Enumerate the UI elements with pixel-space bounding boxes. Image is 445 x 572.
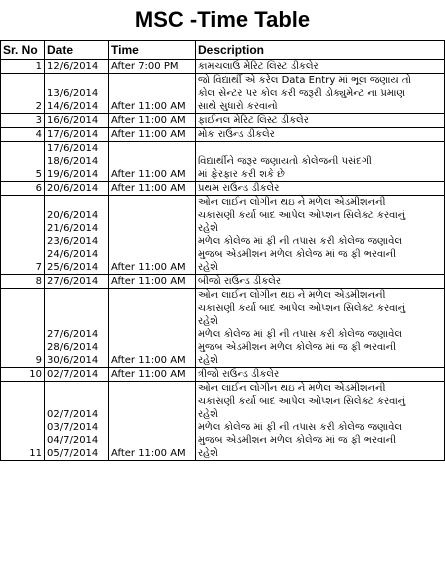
date-line: 20/6/2014	[47, 210, 99, 221]
date-line: 23/6/2014	[47, 236, 99, 247]
description-line: મુજબ એડમીશન મળેલ કોલેજ માં જ ફી ભરવાની	[198, 435, 397, 446]
date-line: 24/6/2014	[47, 249, 99, 260]
description-cell	[196, 128, 445, 142]
date-cell	[45, 114, 109, 128]
timetable	[0, 40, 445, 461]
date-cell	[45, 289, 109, 368]
table-row	[1, 289, 445, 368]
description-line: ચકાસણી કર્યા બાદ આપેલ ઓપ્શન સિલેક્ટ કરવાનું	[198, 210, 406, 221]
date-line: 18/6/2014	[47, 156, 99, 167]
header-row	[1, 41, 445, 60]
description-line: ત્રીજો રાઉન્ડ ડીકલેર	[198, 369, 280, 380]
date-line: 30/6/2014	[47, 355, 99, 366]
description-line: મળેલ કોલેજ માં ફી ની તપાસ કરી કોલેજ જણાવેલ	[198, 236, 403, 247]
date-line: 05/7/2014	[47, 448, 99, 459]
description-line: બીજો રાઉન્ડ ડીકલેર	[198, 276, 282, 287]
description-line: પ્રથમ રાઉન્ડ ડીકલેર	[198, 183, 280, 194]
sr-no-cell: 9	[1, 289, 45, 368]
date-cell	[45, 182, 109, 196]
description-cell	[196, 74, 445, 114]
description-cell	[196, 382, 445, 461]
sr-no-cell: 4	[1, 128, 45, 142]
date-line: 25/6/2014	[47, 262, 99, 273]
date-line: 12/6/2014	[47, 61, 99, 72]
time-cell: After 11:00 AM	[109, 289, 196, 368]
description-cell	[196, 275, 445, 289]
date-cell	[45, 382, 109, 461]
description-line: રહેશે	[198, 223, 218, 234]
description-cell	[196, 114, 445, 128]
description-line: ઓન લાઈન લોગીન થઇ ને મળેલ એડમીશનની	[198, 290, 386, 301]
description-line: ઓન લાઈન લોગીન થઇ ને મળેલ એડમીશનની	[198, 383, 386, 394]
date-line: 28/6/2014	[47, 342, 99, 353]
date-line: 27/6/2014	[47, 276, 99, 287]
sr-no-cell: 11	[1, 382, 45, 461]
date-line: 02/7/2014	[47, 409, 99, 420]
column-header-description: Description	[196, 41, 445, 60]
description-line: રહેશે	[198, 448, 218, 459]
sr-no-cell: 5	[1, 142, 45, 182]
page-title: MSC -Time Table	[134, 7, 311, 32]
description-cell	[196, 60, 445, 74]
date-cell	[45, 60, 109, 74]
table-row	[1, 142, 445, 182]
description-line: રહેશે	[198, 355, 218, 366]
date-line: 17/6/2014	[47, 129, 99, 140]
table-row	[1, 114, 445, 128]
date-line: 17/6/2014	[47, 143, 99, 154]
description-line: રહેશે	[198, 262, 218, 273]
description-line: મળેલ કોલેજ માં ફી ની તપાસ કરી કોલેજ જણાવેલ	[198, 422, 403, 433]
date-cell	[45, 74, 109, 114]
time-cell: After 11:00 AM	[109, 182, 196, 196]
date-line: 16/6/2014	[47, 115, 99, 126]
table-row	[1, 275, 445, 289]
description-line: ફાઈનલ મેરિટ લિસ્ટ ડીકલેર	[198, 115, 309, 126]
description-line: ચકાસણી કર્યા બાદ આપેલ ઓપ્શન સિલેક્ટ કરવાનું	[198, 303, 406, 314]
date-cell	[45, 368, 109, 382]
sr-no-cell: 1	[1, 60, 45, 74]
table-row	[1, 368, 445, 382]
sr-no-cell: 2	[1, 74, 45, 114]
date-cell	[45, 275, 109, 289]
date-line: 03/7/2014	[47, 422, 99, 433]
time-cell: After 11:00 AM	[109, 382, 196, 461]
date-line: 13/6/2014	[47, 88, 99, 99]
description-cell	[196, 142, 445, 182]
date-cell	[45, 196, 109, 275]
time-cell: After 11:00 AM	[109, 368, 196, 382]
description-line: કામચલાઉ મેરિટ લિસ્ટ ડીકલેર	[198, 61, 319, 72]
sr-no-cell: 3	[1, 114, 45, 128]
description-line: મોક રાઉન્ડ ડીકલેર	[198, 129, 275, 140]
description-cell	[196, 196, 445, 275]
date-line: 19/6/2014	[47, 169, 99, 180]
sr-no-cell: 6	[1, 182, 45, 196]
time-cell: After 11:00 AM	[109, 128, 196, 142]
time-cell: After 11:00 AM	[109, 114, 196, 128]
description-cell	[196, 368, 445, 382]
time-cell: After 11:00 AM	[109, 142, 196, 182]
date-line: 02/7/2014	[47, 369, 99, 380]
description-line: ઓન લાઈન લોગીન થઇ ને મળેલ એડમીશનની	[198, 197, 386, 208]
description-line: વિદ્યાર્થીને જરૂર જણાયતો કોલેજની પસંદગી	[198, 156, 372, 167]
description-line: રહેશે	[198, 316, 218, 327]
date-line: 04/7/2014	[47, 435, 99, 446]
date-line: 21/6/2014	[47, 223, 99, 234]
date-line: 27/6/2014	[47, 329, 99, 340]
description-line: માં ફેરફાર કરી શકે છે	[198, 169, 285, 180]
description-line: કોલ સેન્ટર પર કોલ કરી જરૂરી ડોક્યુમેન્ટ ના પ્રમાણ	[198, 88, 406, 99]
sr-no-cell: 10	[1, 368, 45, 382]
description-line: મુજબ એડમીશન મળેલ કોલેજ માં જ ફી ભરવાની	[198, 249, 397, 260]
sr-no-cell: 7	[1, 196, 45, 275]
table-row	[1, 196, 445, 275]
table-row	[1, 74, 445, 114]
description-line: ચકાસણી કર્યા બાદ આપેલ ઓપ્શન સિલેક્ટ કરવાનું	[198, 396, 406, 407]
date-line: 14/6/2014	[47, 101, 99, 112]
table-row	[1, 382, 445, 461]
column-header-date: Date	[45, 41, 109, 60]
time-cell: After 11:00 AM	[109, 275, 196, 289]
description-line: સાથે સુધારો કરવાનો	[198, 101, 278, 112]
time-cell: After 11:00 AM	[109, 196, 196, 275]
table-row	[1, 128, 445, 142]
time-cell: After 11:00 AM	[109, 74, 196, 114]
date-line: 20/6/2014	[47, 183, 99, 194]
table-row	[1, 60, 445, 74]
table-row	[1, 182, 445, 196]
date-cell	[45, 142, 109, 182]
description-line: રહેશે	[198, 409, 218, 420]
date-cell	[45, 128, 109, 142]
description-cell	[196, 182, 445, 196]
description-line	[198, 142, 442, 155]
description-line: મળેલ કોલેજ માં ફી ની તપાસ કરી કોલેજ જણાવેલ	[198, 329, 403, 340]
sr-no-cell: 8	[1, 275, 45, 289]
description-line: મુજબ એડમીશન મળેલ કોલેજ માં જ ફી ભરવાની	[198, 342, 397, 353]
timetable-body	[1, 60, 445, 461]
description-line: જો વિદ્યાર્થી એ કરેલ Data Entry માં ભૂલ જણાય તો	[198, 75, 411, 86]
description-cell	[196, 289, 445, 368]
column-header-sr-no: Sr. No	[1, 41, 45, 60]
column-header-time: Time	[109, 41, 196, 60]
time-cell: After 7:00 PM	[109, 60, 196, 74]
